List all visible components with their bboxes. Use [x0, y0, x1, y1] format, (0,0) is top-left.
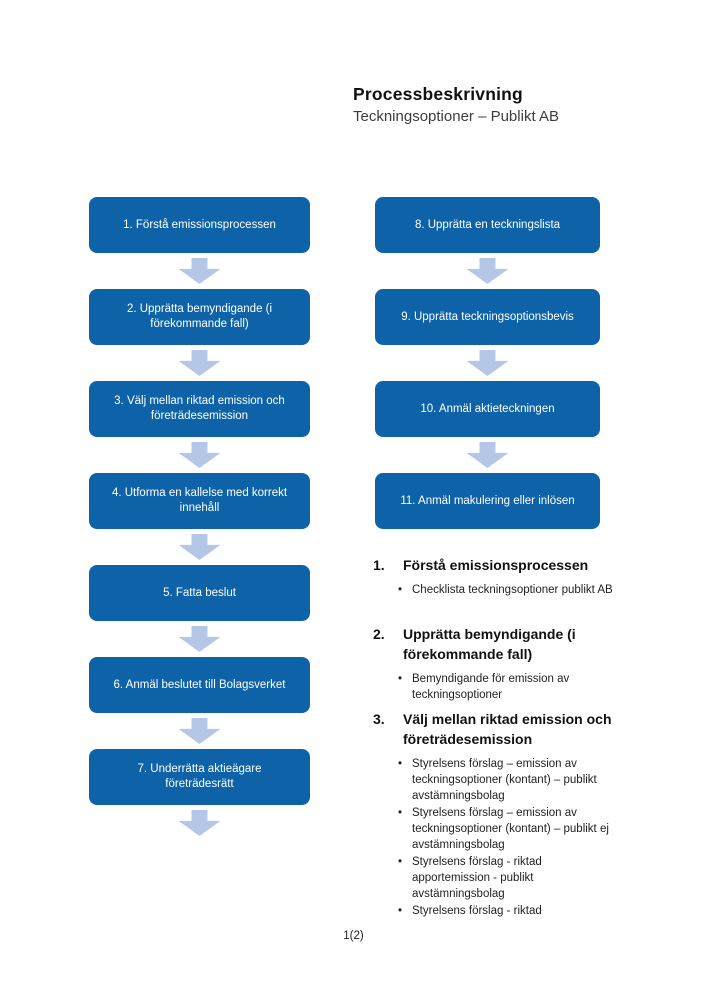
process-step-box-5 [89, 565, 310, 621]
bullet-icon: • [398, 672, 403, 685]
process-step-box-11 [375, 473, 600, 529]
bullet-icon: • [398, 583, 403, 596]
arrow-container [375, 437, 600, 473]
arrow-container [89, 621, 310, 657]
process-step-box-10 [375, 381, 600, 437]
arrow-container [89, 805, 310, 841]
arrow-container [89, 529, 310, 565]
bullet-text: Styrelsens förslag - riktad apportemission - publikt avstämningsbolag [412, 855, 542, 901]
document-header [353, 84, 559, 125]
arrow-container [89, 437, 310, 473]
arrow-container [375, 345, 600, 381]
list-item [398, 671, 625, 704]
process-step-label: 3. Välj mellan riktad emission och företrädesemission [114, 395, 285, 422]
down-arrow-icon [179, 718, 221, 744]
process-step-box-7 [89, 749, 310, 805]
down-arrow-icon [179, 626, 221, 652]
down-arrow-icon [179, 534, 221, 560]
process-step-box-6 [89, 657, 310, 713]
section-heading [373, 710, 625, 750]
section-number: 3. [373, 711, 385, 727]
list-item [398, 756, 625, 805]
section-number: 1. [373, 557, 385, 573]
process-step-box-4 [89, 473, 310, 529]
bullet-text: Styrelsens förslag - riktad [412, 904, 542, 917]
down-arrow-icon [467, 350, 509, 376]
list-item [398, 582, 625, 598]
process-step-label: 11. Anmäl makulering eller inlösen [400, 494, 575, 507]
list-item [398, 854, 625, 903]
process-step-box-8 [375, 197, 600, 253]
page-title: Processbeskrivning [353, 84, 523, 104]
arrow-container [375, 253, 600, 289]
bullet-icon: • [398, 855, 403, 868]
section-number: 2. [373, 626, 385, 642]
process-step-label: 2. Upprätta bemyndigande (i förekommande fall) [126, 303, 273, 330]
process-step-label: 4. Utforma en kallelse med korrekt innehåll [111, 487, 288, 514]
list-item [398, 903, 625, 919]
list-item [398, 805, 625, 854]
bullet-icon: • [398, 757, 403, 770]
section-2 [373, 625, 625, 703]
section-bullet-list [373, 756, 625, 919]
process-step-label: 5. Fatta beslut [163, 586, 236, 599]
down-arrow-icon [467, 258, 509, 284]
bullet-text: Bemyndigande för emission av teckningsoptioner [412, 672, 570, 702]
down-arrow-icon [179, 350, 221, 376]
section-1 [373, 556, 625, 598]
section-bullet-list [373, 582, 625, 598]
process-step-box-2 [89, 289, 310, 345]
process-step-label: 7. Underrätta aktieägare företrädesrätt [137, 763, 262, 790]
section-title: Upprätta bemyndigande (i förekommande fall) [403, 626, 576, 662]
arrow-container [89, 253, 310, 289]
process-step-label: 8. Upprätta en teckningslista [414, 218, 561, 231]
section-3 [373, 710, 625, 919]
bullet-icon: • [398, 806, 403, 819]
down-arrow-icon [467, 442, 509, 468]
arrow-container [89, 713, 310, 749]
down-arrow-icon [179, 258, 221, 284]
section-bullet-list [373, 671, 625, 704]
down-arrow-icon [179, 810, 221, 836]
section-title: Förstå emissionsprocessen [403, 557, 589, 573]
process-step-label: 9. Upprätta teckningsoptionsbevis [401, 310, 574, 323]
bullet-text: Checklista teckningsoptioner publikt AB [412, 583, 613, 596]
section-title: Välj mellan riktad emission och företrädesemission [403, 711, 612, 747]
process-step-label: 6. Anmäl beslutet till Bolagsverket [113, 678, 286, 691]
section-heading [373, 625, 625, 665]
bullet-icon: • [398, 904, 403, 917]
page-number: 1(2) [343, 930, 364, 942]
process-step-box-9 [375, 289, 600, 345]
section-heading [373, 556, 625, 576]
process-step-label: 1. Förstå emissionsprocessen [123, 218, 276, 231]
flowchart-right-column [375, 197, 600, 529]
down-arrow-icon [179, 442, 221, 468]
process-step-box-3 [89, 381, 310, 437]
process-step-box-1 [89, 197, 310, 253]
flowchart-left-column [89, 197, 310, 841]
process-step-label: 10. Anmäl aktieteckningen [420, 402, 555, 415]
bullet-text: Styrelsens förslag – emission av teckningsoptioner (kontant) – publikt ej avstämningsbolag [412, 806, 609, 852]
bullet-text: Styrelsens förslag – emission av teckningsoptioner (kontant) – publikt avstämningsbolag [412, 757, 597, 803]
page-subtitle: Teckningsoptioner – Publikt AB [353, 108, 559, 125]
arrow-container [89, 345, 310, 381]
